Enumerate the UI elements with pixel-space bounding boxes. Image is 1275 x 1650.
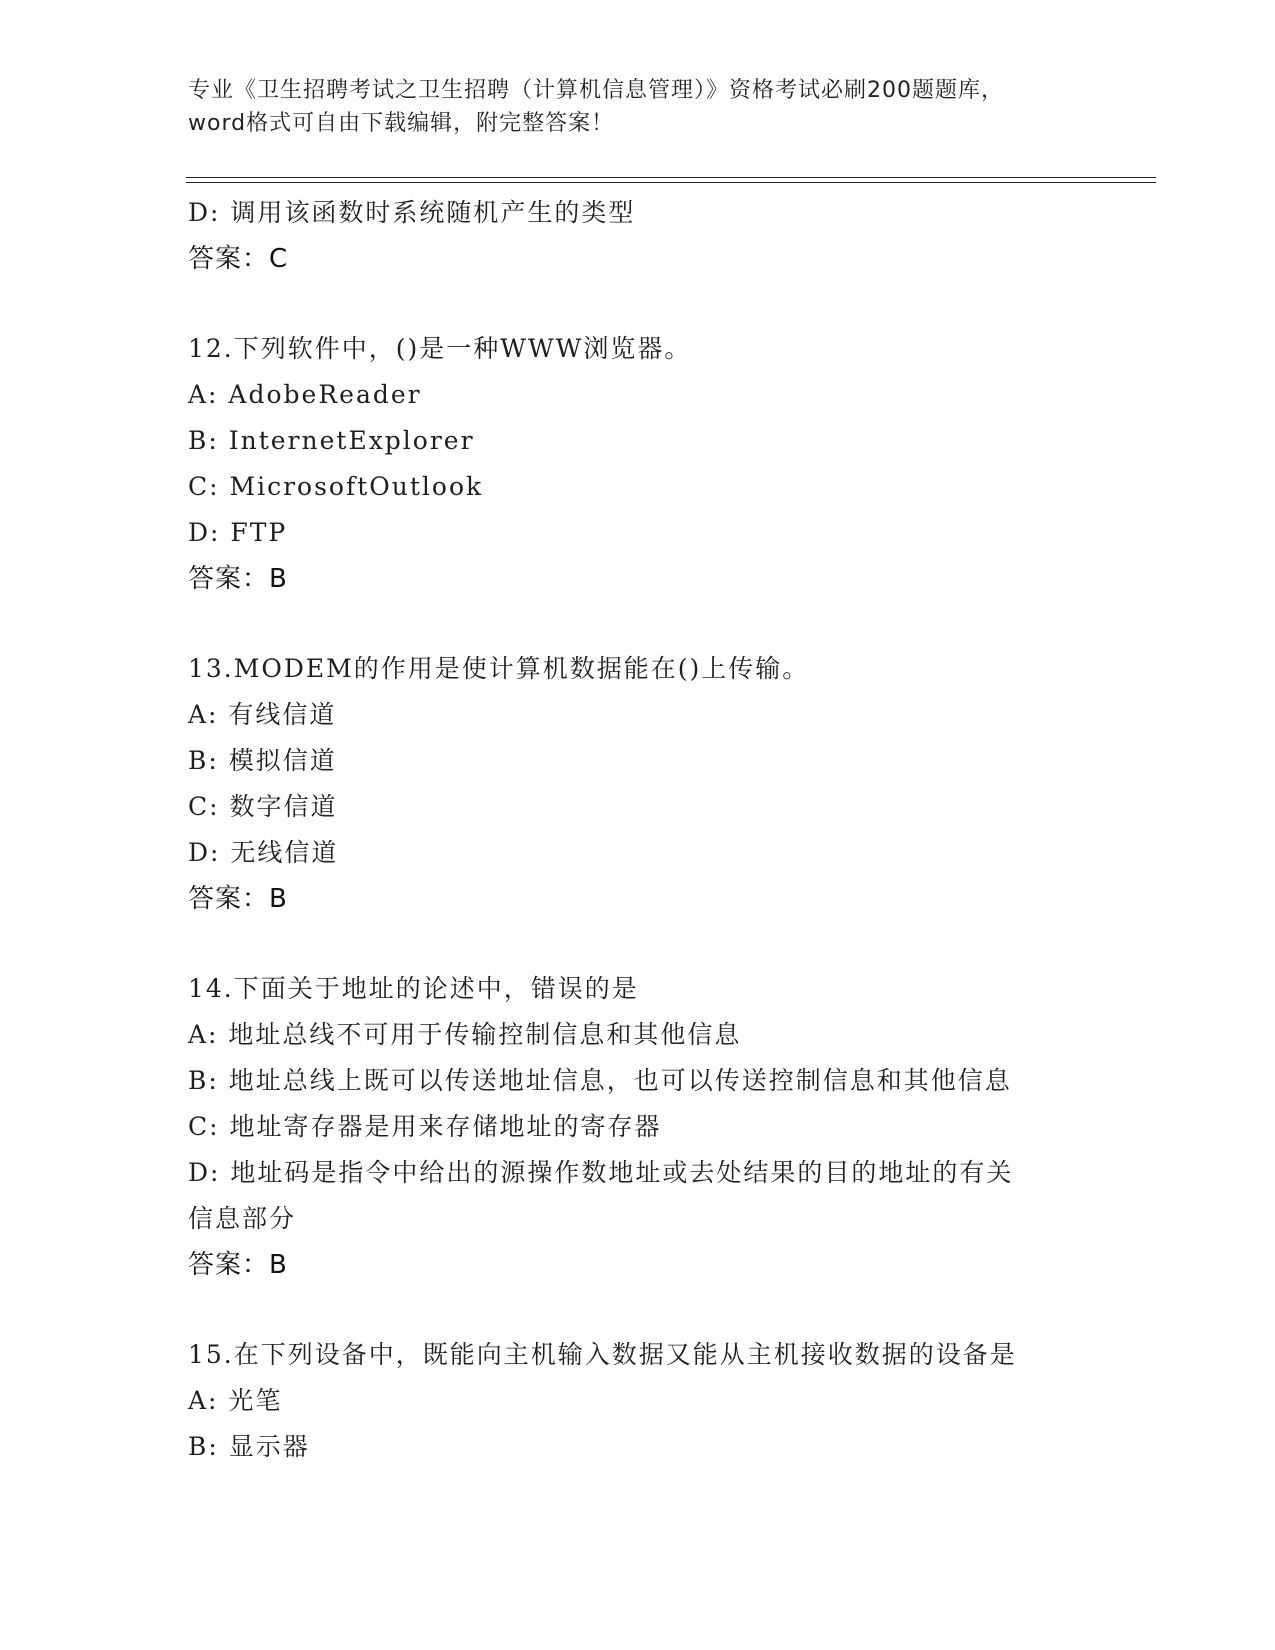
option-b: B: 模拟信道 [188,746,337,775]
option-c: C: MicrosoftOutlook [188,472,484,501]
option-a: A: 光笔 [188,1386,283,1415]
question-stem: 13.MODEM的作用是使计算机数据能在()上传输。 [188,654,810,683]
answer: 答案：B [188,1250,288,1280]
option-d: D: 调用该函数时系统随机产生的类型 [188,198,636,227]
option-a: A: AdobeReader [188,380,422,409]
question-15 [188,1332,1088,1470]
answer: 答案：B [188,564,288,594]
option-d: D: 地址码是指令中给出的源操作数地址或去处结果的目的地址的有关 [188,1158,1014,1187]
question-stem: 15.在下列设备中，既能向主机输入数据又能从主机接收数据的设备是 [188,1340,1017,1369]
option-c: C: 地址寄存器是用来存储地址的寄存器 [188,1112,662,1141]
header-rule-top [186,177,1156,178]
question-14 [188,966,1088,1288]
option-a: A: 有线信道 [188,700,337,729]
option-d-continuation: 信息部分 [188,1204,297,1233]
answer: 答案：C [188,244,289,274]
option-d: D: 无线信道 [188,838,339,867]
option-c: C: 数字信道 [188,792,338,821]
document-header [188,74,1088,140]
option-a: A: 地址总线不可用于传输控制信息和其他信息 [188,1020,742,1049]
header-line-2: word格式可自由下载编辑，附完整答案！ [188,111,615,136]
question-13 [188,646,1088,922]
answer: 答案：B [188,884,288,914]
header-line-1: 专业《卫生招聘考试之卫生招聘（计算机信息管理）》资格考试必刷200题题库， [188,78,1004,103]
option-d: D: FTP [188,518,288,547]
question-stem: 12.下列软件中，()是一种WWW浏览器。 [188,334,692,363]
question-12 [188,326,1088,602]
question-stem: 14.下面关于地址的论述中，错误的是 [188,974,639,1003]
question-list [188,190,1088,1514]
question-11-tail [188,190,1088,282]
header-rule-bottom [186,182,1156,183]
option-b: B: 地址总线上既可以传送地址信息，也可以传送控制信息和其他信息 [188,1066,1012,1095]
option-b: B: InternetExplorer [188,426,475,455]
option-b: B: 显示器 [188,1432,310,1461]
